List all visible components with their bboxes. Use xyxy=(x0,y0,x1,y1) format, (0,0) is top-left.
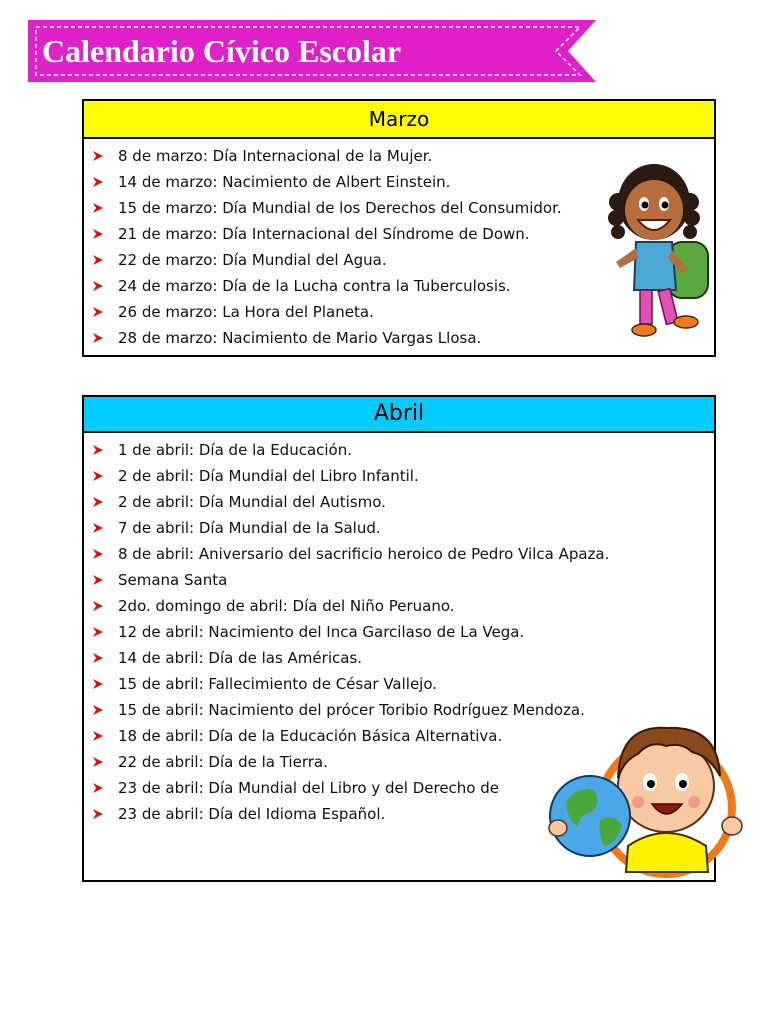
event-text: Semana Santa xyxy=(118,571,228,589)
arrow-bullet-icon xyxy=(92,195,106,221)
list-item xyxy=(84,645,714,671)
girl-with-backpack-illustration xyxy=(606,150,716,342)
event-text: 12 de abril: Nacimiento del Inca Garcilaso de La Vega. xyxy=(118,623,525,641)
list-item xyxy=(84,437,714,463)
event-text: 2 de abril: Día Mundial del Autismo. xyxy=(118,493,386,511)
arrow-bullet-icon xyxy=(92,697,106,723)
list-item xyxy=(84,671,714,697)
event-text: 23 de abril: Día del Idioma Español. xyxy=(118,805,386,823)
arrow-bullet-icon xyxy=(92,619,106,645)
event-text: 15 de abril: Nacimiento del prócer Toribio Rodríguez Mendoza. xyxy=(118,701,585,719)
arrow-bullet-icon xyxy=(92,749,106,775)
event-text: 7 de abril: Día Mundial de la Salud. xyxy=(118,519,381,537)
arrow-bullet-icon xyxy=(92,143,106,169)
page-title: Calendario Cívico Escolar xyxy=(42,33,402,69)
event-text: 14 de abril: Día de las Américas. xyxy=(118,649,363,667)
event-text: 15 de abril: Fallecimiento de César Vallejo. xyxy=(118,675,438,693)
arrow-bullet-icon xyxy=(92,723,106,749)
abril-header: Abril xyxy=(84,397,714,433)
event-text: 15 de marzo: Día Mundial de los Derechos del Consumidor. xyxy=(118,199,562,217)
event-text: 26 de marzo: La Hora del Planeta. xyxy=(118,303,374,321)
arrow-bullet-icon xyxy=(92,299,106,325)
arrow-bullet-icon xyxy=(92,221,106,247)
arrow-bullet-icon xyxy=(92,463,106,489)
event-text: 2do. domingo de abril: Día del Niño Peruano. xyxy=(118,597,455,615)
arrow-bullet-icon xyxy=(92,593,106,619)
arrow-bullet-icon xyxy=(92,273,106,299)
list-item xyxy=(84,515,714,541)
arrow-bullet-icon xyxy=(92,437,106,463)
list-item xyxy=(84,593,714,619)
marzo-header: Marzo xyxy=(84,101,714,139)
event-text: 2 de abril: Día Mundial del Libro Infantil. xyxy=(118,467,419,485)
arrow-bullet-icon xyxy=(92,169,106,195)
title-banner xyxy=(28,20,596,82)
arrow-bullet-icon xyxy=(92,489,106,515)
event-text: 28 de marzo: Nacimiento de Mario Vargas Llosa. xyxy=(118,329,482,347)
event-text: 1 de abril: Día de la Educación. xyxy=(118,441,353,459)
arrow-bullet-icon xyxy=(92,801,106,827)
event-text: 14 de marzo: Nacimiento de Albert Einstein. xyxy=(118,173,451,191)
boy-with-globe-illustration xyxy=(542,716,744,878)
arrow-bullet-icon xyxy=(92,515,106,541)
event-text: 8 de abril: Aniversario del sacrificio heroico de Pedro Vilca Apaza. xyxy=(118,545,610,563)
arrow-bullet-icon xyxy=(92,775,106,801)
list-item xyxy=(84,463,714,489)
event-text: 23 de abril: Día Mundial del Libro y del Derecho de xyxy=(118,779,499,797)
event-text: 21 de marzo: Día Internacional del Síndrome de Down. xyxy=(118,225,530,243)
event-text: 18 de abril: Día de la Educación Básica Alternativa. xyxy=(118,727,503,745)
arrow-bullet-icon xyxy=(92,671,106,697)
list-item xyxy=(84,619,714,645)
arrow-bullet-icon xyxy=(92,567,106,593)
event-text: 24 de marzo: Día de la Lucha contra la Tuberculosis. xyxy=(118,277,511,295)
list-item xyxy=(84,489,714,515)
arrow-bullet-icon xyxy=(92,247,106,273)
event-text: 22 de abril: Día de la Tierra. xyxy=(118,753,328,771)
list-item xyxy=(84,567,714,593)
event-text: 22 de marzo: Día Mundial del Agua. xyxy=(118,251,387,269)
arrow-bullet-icon xyxy=(92,645,106,671)
event-text: 8 de marzo: Día Internacional de la Mujer. xyxy=(118,147,433,165)
arrow-bullet-icon xyxy=(92,325,106,351)
arrow-bullet-icon xyxy=(92,541,106,567)
list-item xyxy=(84,541,714,567)
